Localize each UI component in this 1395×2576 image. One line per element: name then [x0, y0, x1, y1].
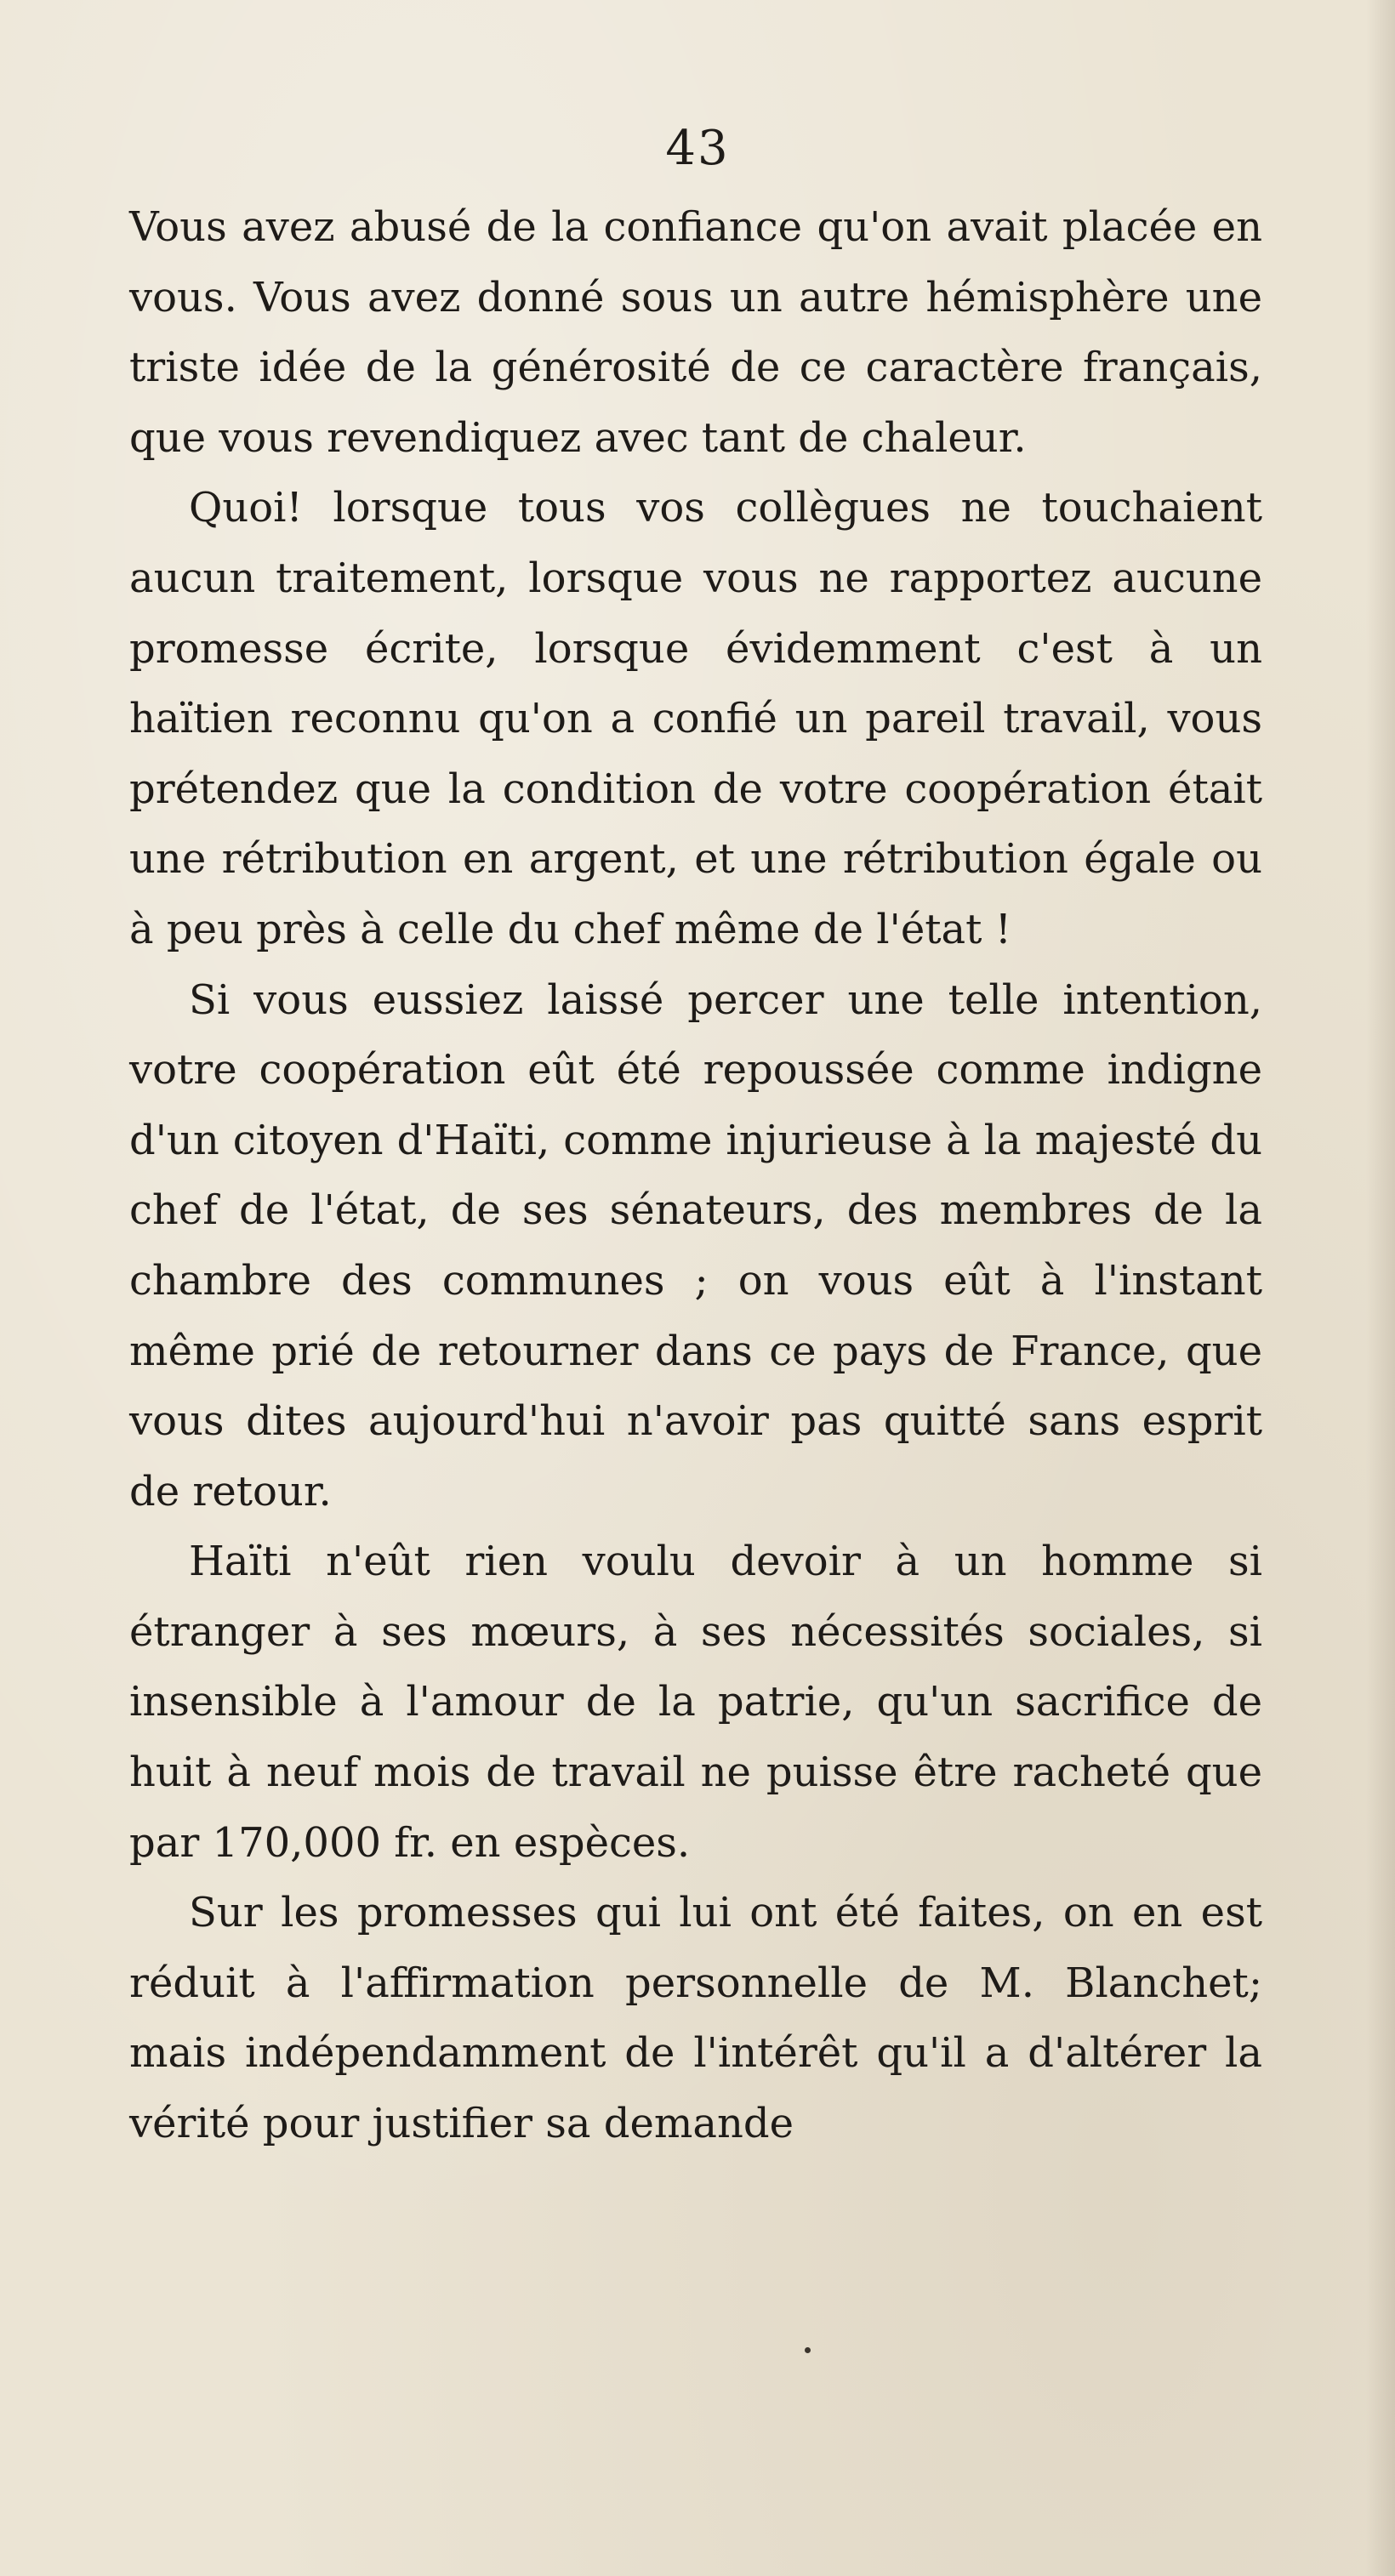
paragraph: Si vous eussiez laissé percer une telle intention, votre coopération eût été repoussée comme indigne d'un citoyen d'Haïti, comme injurieuse à la majesté du chef de l'état, de ses sénateurs, des membres de la chambre des communes ; on vous eût à l'instant même prié de retourner dans ce pays de France, que vous dites aujourd'hui n'avoir pas quitté sans esprit de retour.: [129, 975, 1262, 1515]
paragraph: Quoi! lorsque tous vos collègues ne touchaient aucun traitement, lorsque vous ne rapportez aucune promesse écrite, lorsque évidemment c'est à un haïtien reconnu qu'on a confié un pareil travail, vous prétendez que la condition de votre coopération était une rétribution en argent, et une rétribution égale ou à peu près à celle du chef même de l'état !: [129, 484, 1262, 953]
paragraph: Haïti n'eût rien voulu devoir à un homme si étranger à ses mœurs, à ses nécessités sociales, si insensible à l'amour de la patrie, qu'un sacrifice de huit à neuf mois de travail ne puisse être racheté que par 170,000 fr. en espèces.: [129, 1538, 1262, 1867]
page-number: 43: [665, 121, 730, 176]
paragraph: Sur les promesses qui lui ont été faites, on en est réduit à l'affirmation personnelle de M. Blanchet; mais indépendamment de l'intérêt qu'il a d'altérer la vérité pour justifier sa demande: [129, 1889, 1262, 2148]
paragraph: Vous avez abusé de la confiance qu'on avait placée en vous. Vous avez donné sous un autre hémisphère une triste idée de la générosité de ce caractère français, que vous revendiquez avec tant de chaleur.: [129, 203, 1262, 462]
ink-speck: [805, 2347, 811, 2353]
body-text: [129, 192, 1262, 2159]
page-edge-shadow: [1366, 0, 1395, 2576]
